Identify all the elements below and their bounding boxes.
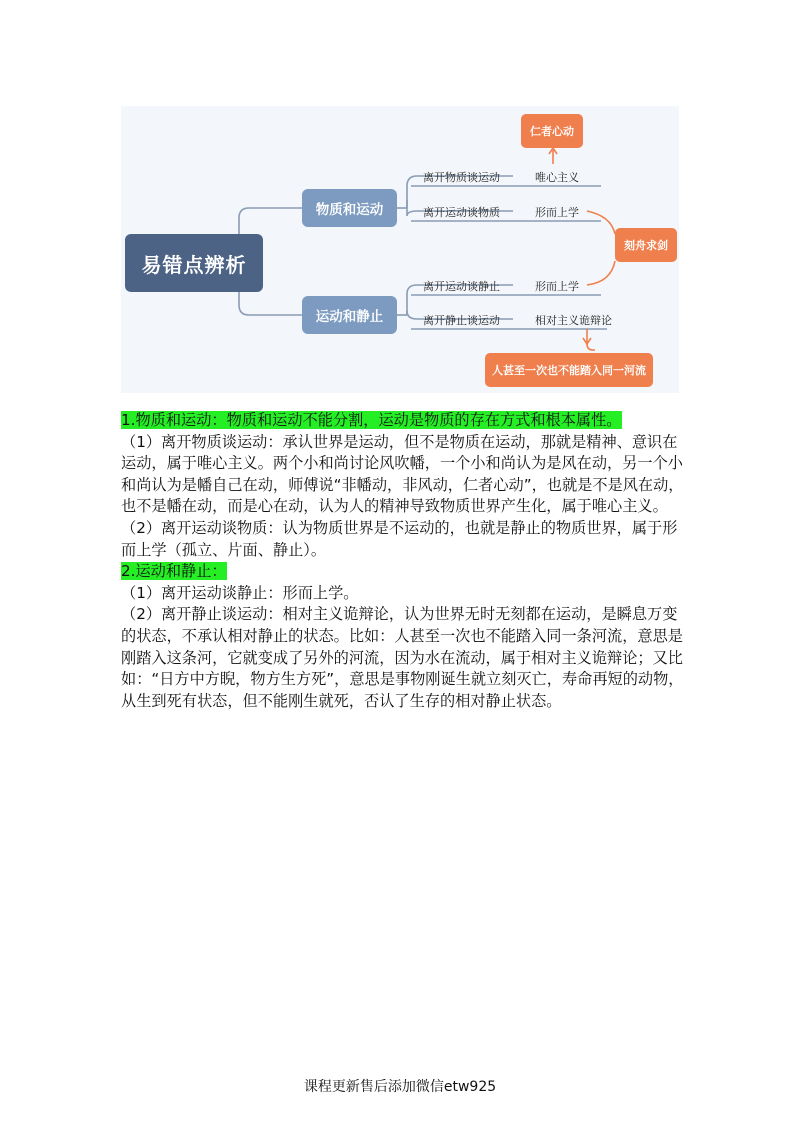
- paragraph: （2）离开运动谈物质：认为物质世界是不运动的，也就是静止的物质世界，属于形而上学（孤立、片面、静止）。: [121, 518, 678, 559]
- document-body: [121, 410, 686, 712]
- paragraph: （2）离开静止谈运动：相对主义诡辩论，认为世界无时无刻都在运动，是瞬息万变的状态，不承认相对静止的状态。比如：人甚至一次也不能踏入同一条河流，意思是刚踏入这条河，它就变成了另外的河流，因为水在流动，属于相对主义诡辩论；又比如：“日方中方睨，物方生方死”，意思是事物刚诞生就立刻灭亡，寿命再短的动物，从生到死有状态，但不能刚生就死，否认了生存的相对静止状态。: [121, 605, 684, 710]
- footer-note: 课程更新售后添加微信etw925: [303, 1079, 497, 1095]
- example-top: 仁者心动: [521, 114, 583, 148]
- leaf-text: 离开物质谈运动: [423, 171, 500, 184]
- leaf-result: 形而上学: [535, 280, 579, 293]
- paragraph: （1）离开物质谈运动：承认世界是运动，但不是物质在运动，那就是精神、意识在运动，属于唯心主义。两个小和尚讨论风吹幡，一个小和尚认为是风在动，另一个小和尚认为是幡自己在动，师傅说“非幡动，非风动，仁者心动”，也就是不是风在动，也不是幡在动，而是心在动，认为人的精神导致物质世界产生化，属于唯心主义。: [121, 432, 684, 516]
- leaf-result: 形而上学: [535, 206, 579, 219]
- branch-motion-rest: 运动和静止: [302, 296, 397, 334]
- example-bottom: 人甚至一次也不能踏入同一河流: [485, 353, 653, 387]
- mindmap-figure: [121, 106, 679, 393]
- example-middle: 刻舟求剑: [615, 228, 677, 262]
- section-heading-2: 2.运动和静止：: [121, 562, 227, 581]
- leaf-text: 离开静止谈运动: [423, 314, 500, 327]
- paragraph: （1）离开运动谈静止：形而上学。: [121, 583, 359, 602]
- branch-matter-motion: 物质和运动: [302, 189, 397, 227]
- leaf-result: 唯心主义: [535, 171, 579, 184]
- leaf-text: 离开运动谈物质: [423, 206, 500, 219]
- section-heading-1: 1.物质和运动：物质和运动不能分割，运动是物质的存在方式和根本属性。: [121, 411, 622, 429]
- leaf-result: 相对主义诡辩论: [535, 314, 612, 327]
- mindmap-root: 易错点辨析: [125, 234, 263, 292]
- leaf-text: 离开运动谈静止: [423, 280, 500, 293]
